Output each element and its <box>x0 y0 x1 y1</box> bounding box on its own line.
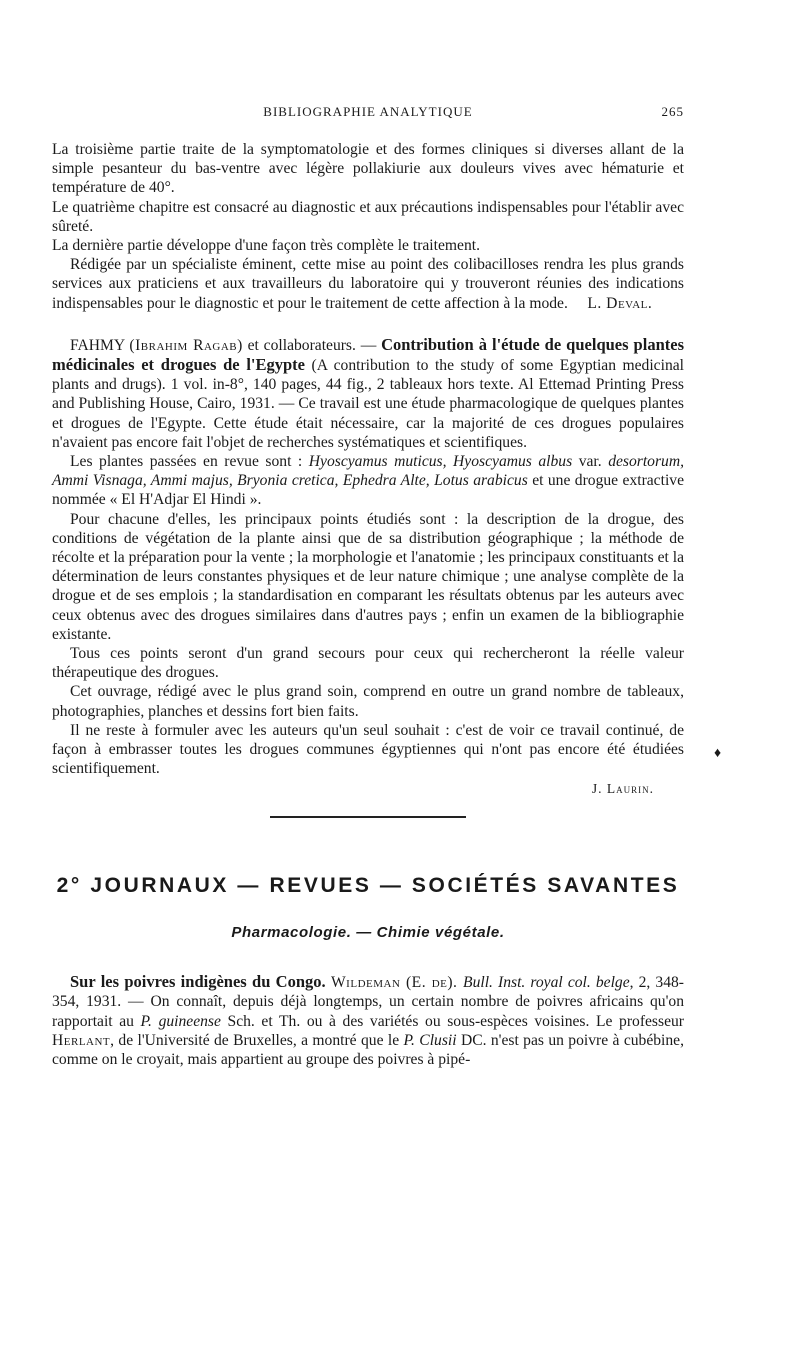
review2-souhait: Il ne reste à formuler avec les auteurs qu'un seul souhait : c'est de voir ce travail continué, de façon à embrasser toutes les drogues communes égyptiennes qui n'ont pas encore été étudiées scientifiquement. <box>52 721 684 778</box>
review1-paragraph-3: La dernière partie développe d'une façon très complète le traitement. <box>52 237 480 255</box>
section-divider <box>270 816 466 818</box>
article-journal: Bull. Inst. royal col. belge <box>463 974 630 992</box>
article-poivres <box>52 972 684 1069</box>
page-number: 265 <box>661 104 684 119</box>
article-title: Sur les poivres indigènes du Congo. <box>70 972 326 992</box>
section-title: 2° JOURNAUX — REVUES — SOCIÉTÉS SAVANTES <box>56 873 680 897</box>
article-text-2: Sch. et Th. ou à des variétés ou sous-espèces voisines. Le professeur <box>220 1012 684 1030</box>
running-title: BIBLIOGRAPHIE ANALYTIQUE <box>263 104 473 119</box>
margin-mark: ♦ <box>714 746 722 761</box>
article-text-3: , de l'Université de Bruxelles, a montré que le <box>110 1031 404 1049</box>
review2-author-given: (Ibrahim Ragab) <box>129 336 243 354</box>
review2-plants-tail: et une drogue extractive nommée « El H'Adjar El Hindi ». <box>52 472 684 509</box>
article-species-1: P. guineense <box>140 1012 221 1030</box>
review2-plants-lead: Les plantes passées en revue sont : <box>70 453 309 471</box>
article-text-4: DC. n'est pas un poivre à cubébine, comme on le croyait, mais appartient au groupe des poivres à pipé- <box>52 1031 685 1068</box>
review2-plant-list-1: Hyoscyamus muticus, Hyoscyamus albus <box>308 453 573 471</box>
body-text <box>52 140 684 1069</box>
review-fahmy <box>52 335 684 798</box>
review1-paragraph-2: Le quatrième chapitre est consacré au diagnostic et aux précautions indispensables pour l'établir avec sûreté. <box>52 198 684 235</box>
review1-paragraph-1: La troisième partie traite de la symptomatologie et des formes cliniques si diverses allant de la simple pesanteur du bas-ventre avec légère pollakiurie aux douleurs vives avec hématurie et température de 40°. <box>52 141 684 197</box>
review2-author-suffix: et collaborateurs. — <box>242 336 382 354</box>
review2-plants <box>52 452 684 510</box>
review2-intro-text: (A contribution to the study of some Egyptian medicinal plants and drugs). 1 vol. in-8°, 140 pages, 44 fig., 2 tableaux hors texte. Al Ettemad Printing Press and Publishing House, Cairo, 1931. — Ce travail est une étude pharmacologique de quelques plantes et drogues de l'Egypte. Cette étude était nécessaire, car la majorité de ces drogues populaires n'avaient pas encore fait l'objet de recherches systématiques et scientifiques. <box>52 357 684 451</box>
spacer <box>52 313 684 335</box>
review2-secours: Tous ces points seront d'un grand secours pour ceux qui rechercheront la réelle valeur thérapeutique des drogues. <box>52 645 684 682</box>
review-deval <box>52 140 684 313</box>
review2-ouvrage: Cet ouvrage, rédigé avec le plus grand soin, comprend en outre un grand nombre de tableaux, photographies, planches et dessins fort bien faits. <box>52 683 684 720</box>
article-paragraph <box>52 972 684 1069</box>
review2-plant-list-2: desortorum, Ammi Visnaga, Ammi majus, Bryonia cretica, Ephedra Alte, Lotus arabicus <box>52 453 684 490</box>
review2-plant-var: var. <box>572 453 609 471</box>
section-subtitle: Pharmacologie. — Chimie végétale. <box>231 923 505 941</box>
article-species-2: P. Clusii <box>403 1031 457 1049</box>
review2-author: FAHMY <box>70 336 125 354</box>
review2-book-title: Contribution à l'étude de quelques plantes médicinales et drogues de l'Egypte <box>52 334 684 375</box>
article-author: Wildeman (E. de). <box>325 974 464 992</box>
review1-signature: L. Deval. <box>587 294 653 312</box>
review2-points: Pour chacune d'elles, les principaux points étudiés sont : la description de la drogue, des conditions de végétation de la plante ainsi que de sa distribution géographique ; la méthode de récolte et la préparation pour la vente ; la morphologie et l'anatomie ; les principaux constituants et la détermination de leurs constantes physiques et de leur nature chimique ; une analyse complète de la drogue et de ses emplois ; la standardisation en comparant les résultats obtenus par les auteurs avec ceux obtenus avec des drogues similaires dans d'autres pays ; enfin un examen de la bibliographie existante. <box>52 510 684 643</box>
review1-paragraph-4-text: Rédigée par un spécialiste éminent, cette mise au point des colibacilloses rendra les plus grands services aux praticiens et aux travailleurs du laboratoire qui y trouveront réunies des indications indispensables pour le diagnostic et pour le traitement de cette affection à la mode. <box>52 256 684 312</box>
page-header <box>52 104 684 124</box>
review1-paragraph-4 <box>52 255 684 313</box>
review2-signature: J. Laurin. <box>591 780 654 796</box>
article-ref: , 2, 348-354, 1931. — On connaît, depuis déjà longtemps, un certain nombre de poivres africains qu'on rapportait au <box>52 974 684 1030</box>
article-herlant: Herlant <box>52 1031 111 1049</box>
review2-intro <box>52 335 684 452</box>
